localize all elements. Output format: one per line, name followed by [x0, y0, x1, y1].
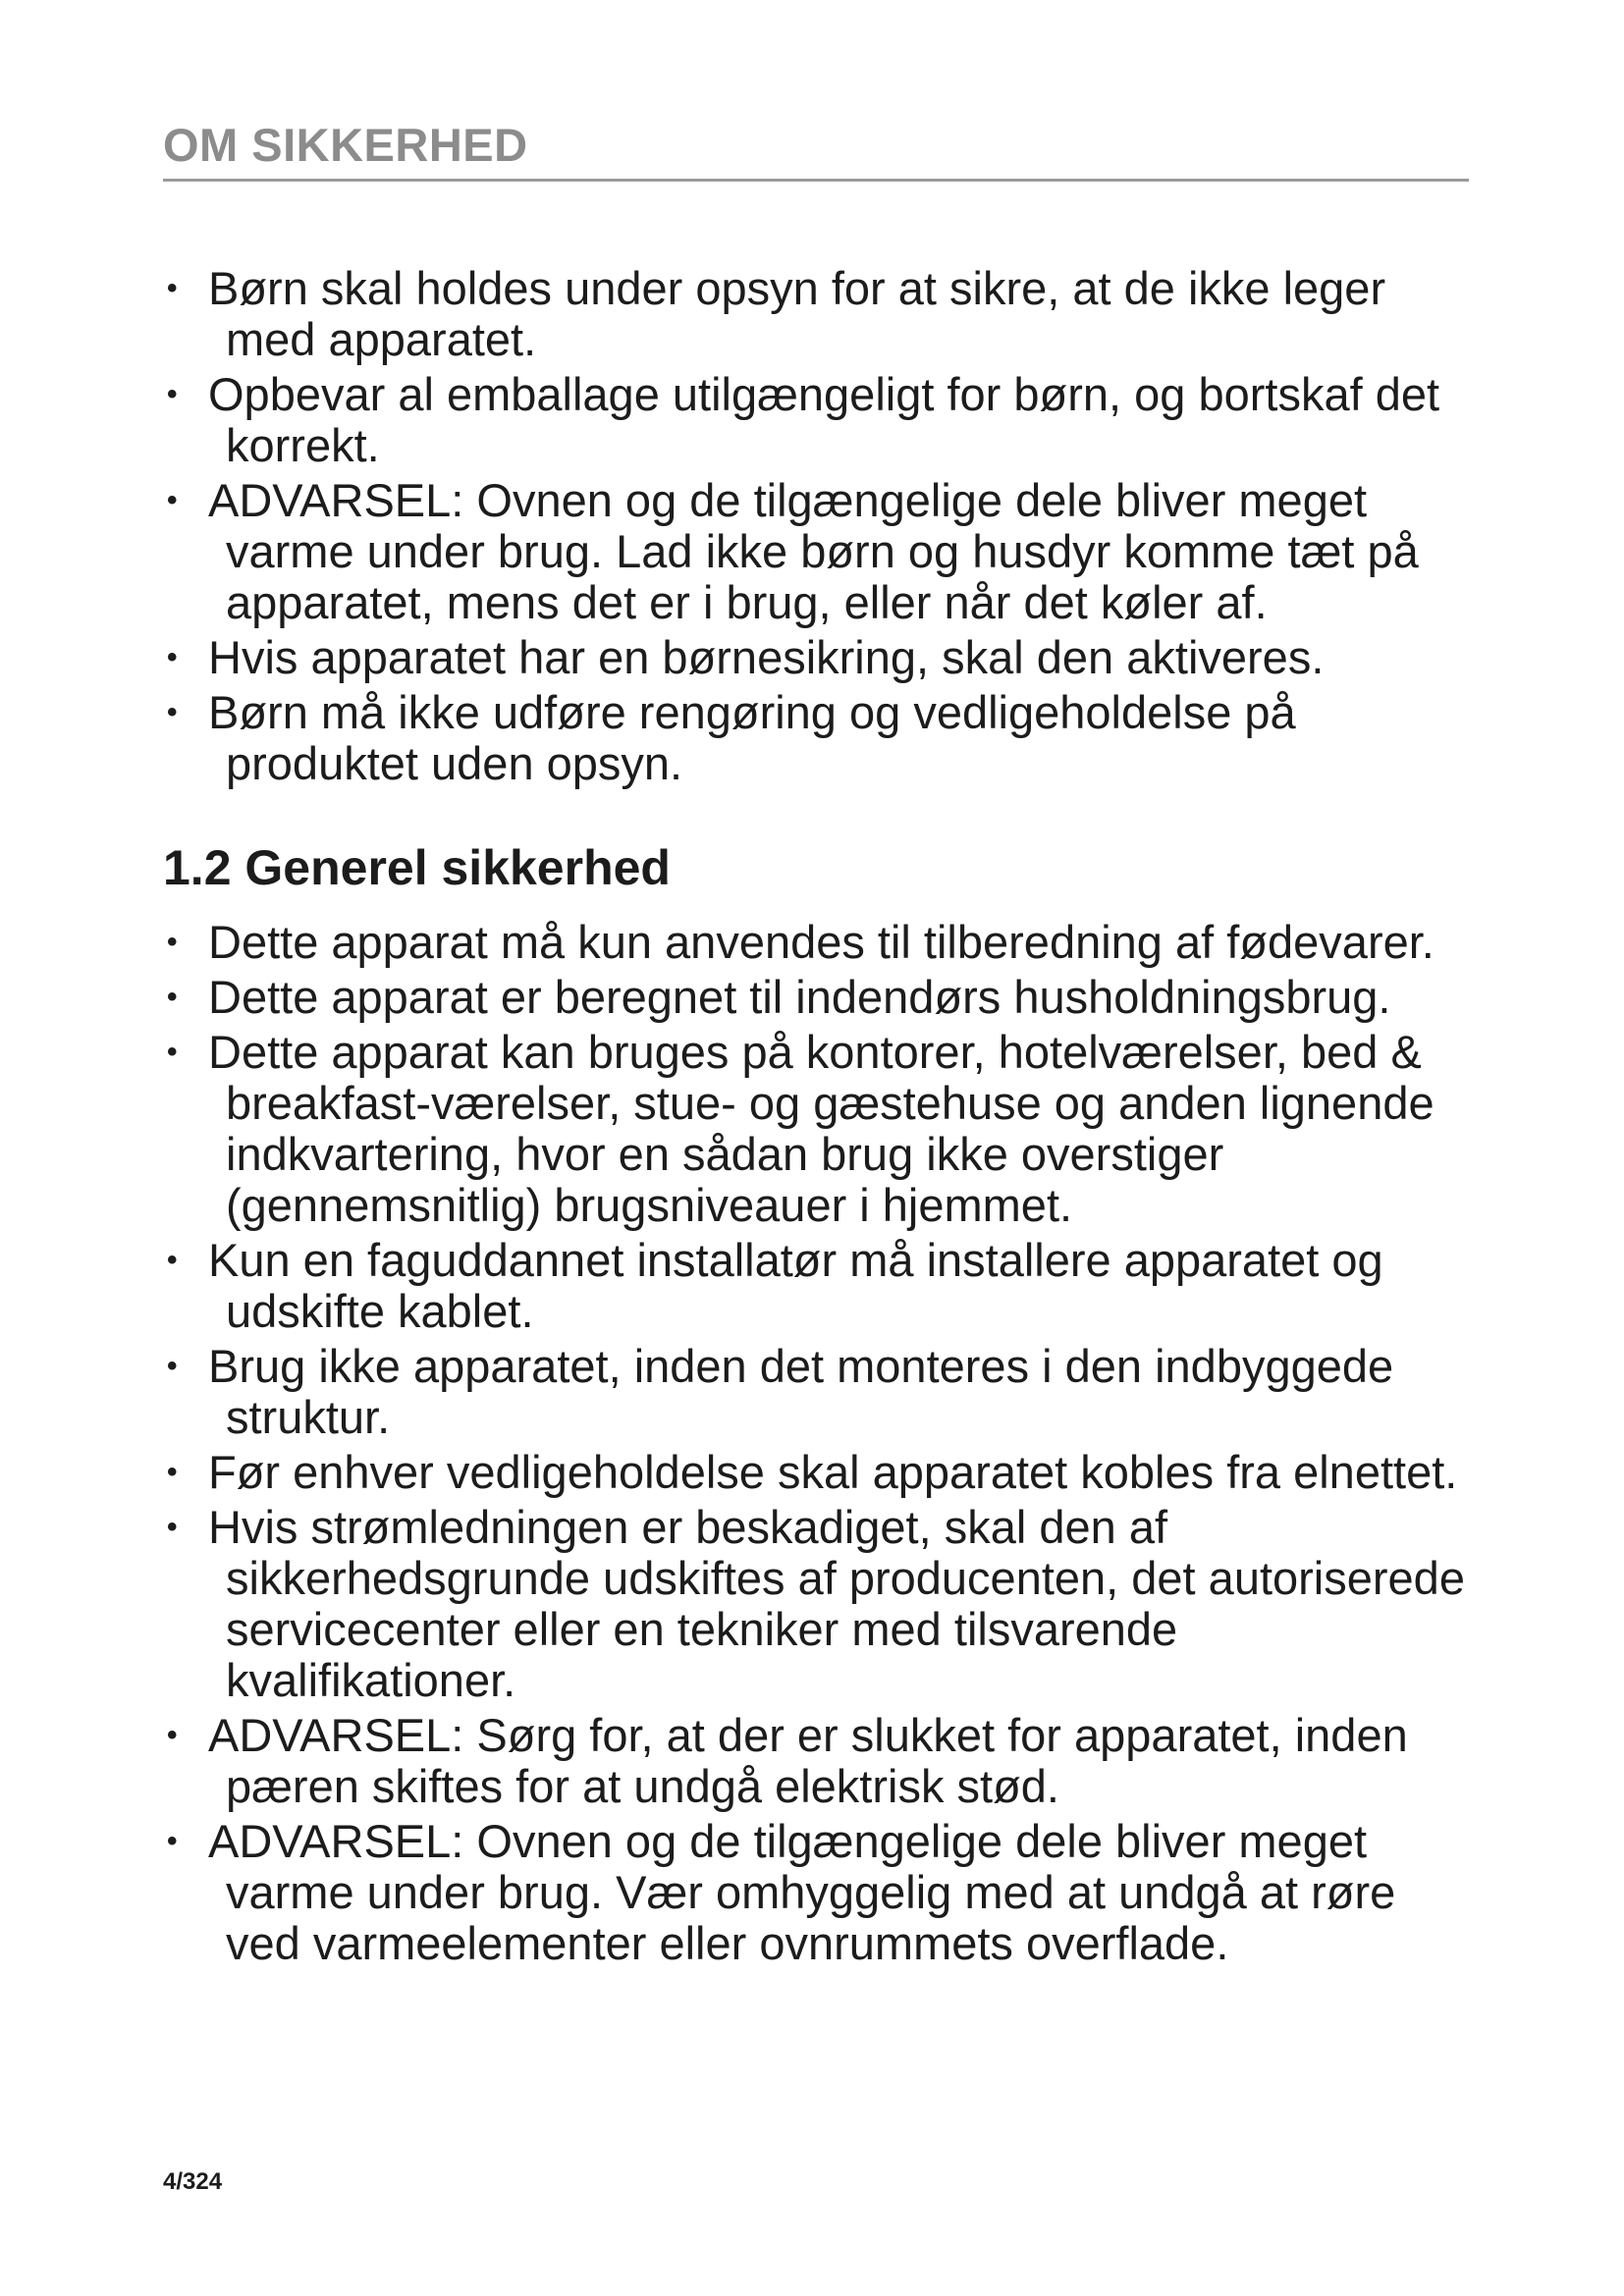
list-item: • Dette apparat kan bruges på kontorer, hotelværelser, bed & breakfast-værelser, stue- og gæstehuse og anden lignende indkvartering, hvor en sådan brug ikke overstiger (gennemsnitlig) brugsniveauer i hjemmet.: [167, 1026, 1435, 1231]
bullet-icon: •: [167, 272, 178, 304]
bullet-icon: •: [167, 1511, 178, 1543]
list-item: • ADVARSEL: Ovnen og de tilgængelige dele bliver meget varme under brug. Vær omhyggelig med at undgå at røre ved varmeelementer eller ovnrummets overflade.: [167, 1815, 1396, 1969]
bullet-icon: •: [167, 1719, 178, 1751]
list-item: • Dette apparat må kun anvendes til tilberedning af fødevarer.: [167, 916, 1435, 968]
bullet-icon: •: [167, 926, 178, 958]
bullet-icon: •: [167, 1350, 178, 1382]
page-number: 4/324: [163, 2168, 223, 2195]
list-item: • Brug ikke apparatet, inden det monteres i den indbyggede struktur.: [167, 1340, 1394, 1443]
page-title: OM SIKKERHED: [163, 119, 528, 171]
safety-list-children: [163, 263, 1479, 789]
bullet-icon: •: [167, 1825, 178, 1857]
page-header: [163, 118, 1469, 182]
bullet-icon: •: [167, 981, 178, 1013]
bullet-icon: •: [167, 1456, 178, 1488]
bullet-icon: •: [167, 696, 178, 728]
page-content: [163, 263, 1479, 1973]
list-item: • Før enhver vedligeholdelse skal apparatet kobles fra elnettet.: [167, 1446, 1458, 1498]
list-item: • ADVARSEL: Ovnen og de tilgængelige dele bliver meget varme under brug. Lad ikke børn og husdyr komme tæt på apparatet, mens det er i brug, eller når det køler af.: [167, 474, 1419, 628]
list-item: • Dette apparat er beregnet til indendørs husholdningsbrug.: [167, 971, 1391, 1023]
list-item: • Opbevar al emballage utilgængeligt for børn, og bortskaf det korrekt.: [167, 368, 1440, 471]
list-item: • Børn skal holdes under opsyn for at sikre, at de ikke leger med apparatet.: [167, 262, 1386, 365]
bullet-icon: •: [167, 641, 178, 673]
list-item: • Hvis strømledningen er beskadiget, skal den af sikkerhedsgrunde udskiftes af producenten, det autoriserede servicecenter eller en tekniker med tilsvarende kvalifikationer.: [167, 1501, 1465, 1706]
list-item: • ADVARSEL: Sørg for, at der er slukket for apparatet, inden pæren skiftes for at undgå elektrisk stød.: [167, 1709, 1408, 1812]
bullet-icon: •: [167, 378, 178, 410]
list-item: • Kun en faguddannet installatør må installere apparatet og udskifte kablet.: [167, 1234, 1383, 1337]
bullet-icon: •: [167, 1244, 178, 1276]
list-item: • Hvis apparatet har en børnesikring, skal den aktiveres.: [167, 631, 1325, 683]
bullet-icon: •: [167, 484, 178, 516]
list-item: • Børn må ikke udføre rengøring og vedligeholdelse på produktet uden opsyn.: [167, 686, 1296, 789]
section-heading: 1.2 Generel sikkerhed: [163, 840, 671, 895]
safety-list-general: [163, 917, 1479, 1969]
bullet-icon: •: [167, 1036, 178, 1068]
